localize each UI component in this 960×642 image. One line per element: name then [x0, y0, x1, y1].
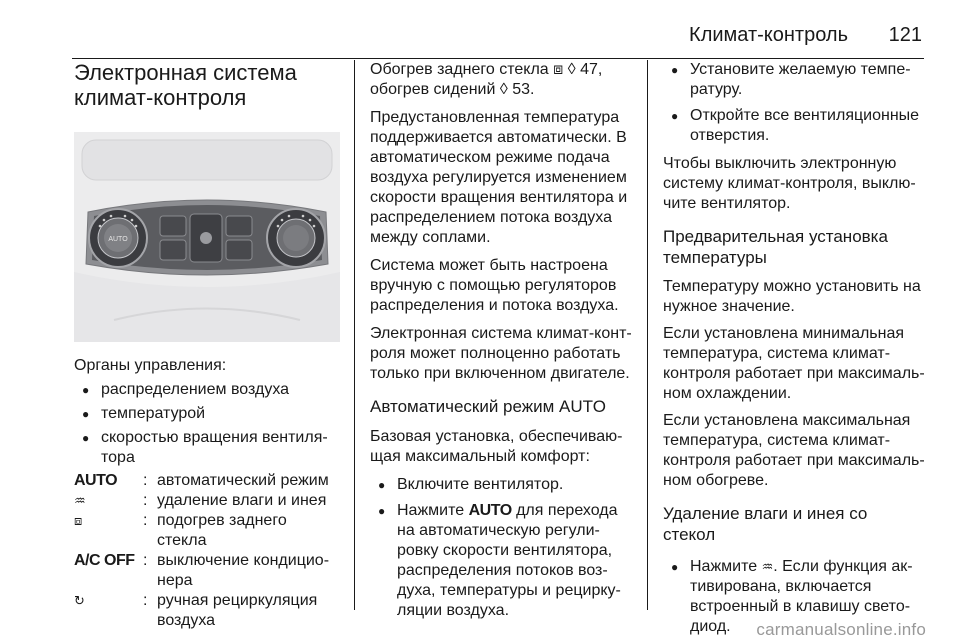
subsection-heading: Предварительная установка температуры	[663, 227, 888, 267]
watermark: carmanualsonline.info	[756, 620, 926, 639]
paragraph: Электронная система климат-конт- роля может полноценно работать только при включенном двигателе.	[370, 325, 632, 382]
paragraph: Предустановленная температура поддерживается автоматически. В автоматическом режиме подача воздуха регулируется изменением скорости вращения вентилятора и распределением потока воздуха между соплами.	[370, 109, 628, 246]
climate-panel-illustration	[74, 132, 340, 342]
auto-button-label: AUTO	[108, 236, 128, 243]
column-2	[370, 60, 638, 621]
legend-row: ⧈ : подогрев заднего стекла	[74, 512, 287, 549]
list-item: ● температурой	[74, 404, 342, 424]
steps-list	[663, 60, 927, 146]
paragraph: Если установлена минимальная температура, система климат- контроля работает при максималь- ном охлаждении.	[663, 325, 925, 402]
column-divider	[647, 60, 648, 610]
page-header	[72, 0, 924, 59]
subsection-heading: Автоматический режим AUTO	[370, 397, 606, 416]
auto-key: AUTO	[74, 472, 118, 489]
paragraph: Обогрев заднего стекла ⧈ ◊ 47, обогрев сидений ◊ 53.	[370, 61, 603, 98]
list-item: ● Включите вентилятор.	[370, 475, 638, 495]
list-item: ● Установите желаемую темпе- ратуру.	[663, 60, 927, 100]
section-heading: Электронная система климат-контроля	[74, 60, 297, 110]
list-item: ● скоростью вращения вентиля- тора	[74, 428, 342, 468]
recirculation-icon: ↻	[74, 593, 85, 608]
column-3	[663, 60, 927, 637]
paragraph: Система может быть настроена вручную с помощью регуляторов распределения и потока воздуха.	[370, 257, 619, 314]
legend-row: ↻ : ручная рециркуляция воздуха	[74, 592, 318, 629]
list-item: ● распределением воздуха	[74, 380, 342, 400]
list-item: ● Откройте все вентиляционные отверстия.	[663, 106, 927, 146]
defrost-max-icon: ♒	[74, 493, 86, 508]
legend-row: AUTO : автоматический режим	[74, 472, 329, 489]
column-1	[74, 60, 342, 631]
subsection-heading: Удаление влаги и инея со стекол	[663, 504, 868, 544]
paragraph: Температуру можно установить на нужное значение.	[663, 278, 921, 315]
rear-window-heating-icon: ⧈	[74, 513, 83, 528]
ac-off-key: A/C OFF	[74, 552, 135, 569]
page-title: Климат-контроль	[689, 24, 848, 46]
list-item: ● Нажмите AUTO для перехода на автоматическую регули- ровку скорости вентилятора, распределения потоков воз- духа, температуры и рецирку- ляции воздуха.	[370, 501, 638, 621]
legend-row: ♒ : удаление влаги и инея	[74, 492, 327, 509]
steps-list	[370, 475, 638, 621]
paragraph: Базовая установка, обеспечиваю- щая максимальный комфорт:	[370, 428, 623, 465]
legend-row: A/C OFF : выключение кондицио- нера	[74, 552, 330, 589]
paragraph: Чтобы выключить электронную систему климат-контроля, выклю- чите вентилятор.	[663, 155, 916, 212]
controls-intro: Органы управления:	[74, 357, 227, 374]
page-number: 121	[888, 24, 922, 46]
list-item: ● Нажмите ♒. Если функция ак- тивирована, включается встроенный в клавишу свето- диод.	[663, 557, 927, 637]
controls-list	[74, 380, 342, 468]
paragraph: Если установлена максимальная температура, система климат- контроля работает при максималь- ном обогреве.	[663, 412, 925, 489]
symbol-legend	[74, 471, 342, 631]
column-divider	[354, 60, 355, 610]
climate-control-panel-photo	[74, 132, 340, 342]
defrost-max-icon: ♒	[761, 559, 774, 574]
